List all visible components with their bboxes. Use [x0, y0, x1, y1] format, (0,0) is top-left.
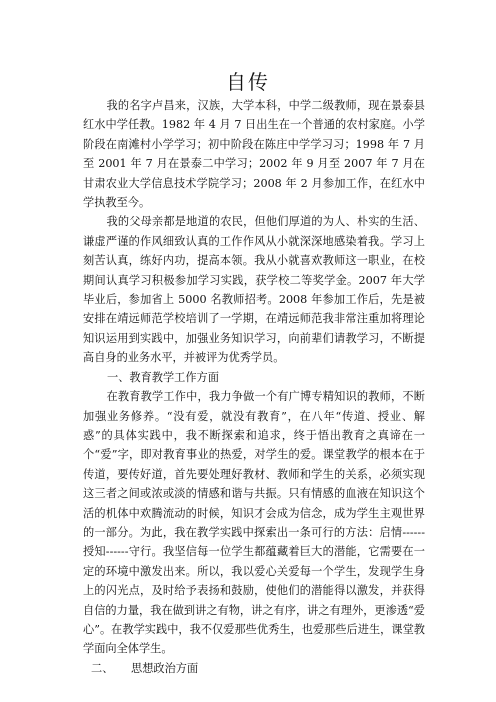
- section-heading-politics: [83, 659, 425, 678]
- paragraph-intro: 我的名字卢昌来，汉族，大学本科，中学二级教师，现在景泰县红水中学任教。1982 年 4 月 7 日出生在一个普通的农村家庭。小学阶段在南滩村小学学习；初中阶段在陈庄中学学习习；1998 年 7 月至 2001 年 7 月在景泰二中学习；2002 年 9 月至 2007 年 7 月在甘肃农业大学信息技术学院学习；2008 年 2 月参加工作，在红水中学执教至今。: [83, 99, 425, 210]
- document-title: 自传: [226, 70, 270, 94]
- section-heading-teaching: 一、教育教学工作方面: [107, 370, 219, 384]
- paragraph-family: 我的父母亲都是地道的农民，但他们厚道的为人、朴实的生活、谦虚严谨的作风细致认真的工作作风从小就深深地感染着我。学习上刻苦认真，练好内功，提高本领。我从小就喜欢教师这一职业，在校期间认真学习积极参加学习实践，获学校二等奖学金。2007 年大学毕业后，参加省上 5000 名教师招考。2008 年参加工作后，先是被安排在靖远师范学校培训了一学期，在靖远师范我非常注重加将理论知识运用到实践中，加强业务知识学习，向前辈们请教学习，不断提高自身的业务水平，并被评为优秀学员。: [83, 215, 425, 365]
- section-number: 二、: [91, 661, 114, 675]
- document-body: [83, 96, 425, 678]
- section-title: 思想政治方面: [131, 661, 199, 675]
- paragraph-teaching: 在教育教学工作中，我力争做一个有广博专精知识的教师，不断加强业务修养。“没有爱，就没有教育”，在八年“传道、授业、解惑”的具体实践中，我不断探索和追求，终于悟出教育之真谛在一个“爱”字，即对教育事业的热爱，对学生的爱。课堂教学的根本在于传道，要传好道，首先要处理好教材、教师和学生的关系，必须实现这三者之间或浓或淡的情感和谐与共振。只有情感的血液在知识这个活的机体中欢腾流动的时候，知识才会成为信念，成为学生主观世界的一部分。为此，我在教学实践中探索出一条可行的方法：启情------授知------守行。我坚信每一位学生都蕴藏着巨大的潜能，它需要在一定的环境中激发出来。所以，我以爱心关爱每一个学生，发现学生身上的闪光点，及时给予表扬和鼓励，使他们的潜能得以激发，并获得自信的力量，我在做到讲之有物，讲之有序，讲之有理外，更渗透“爱心”。在教学实践中，我不仅爱那些优秀生，也爱那些后进生，课堂教学面向全体学生。: [83, 390, 425, 656]
